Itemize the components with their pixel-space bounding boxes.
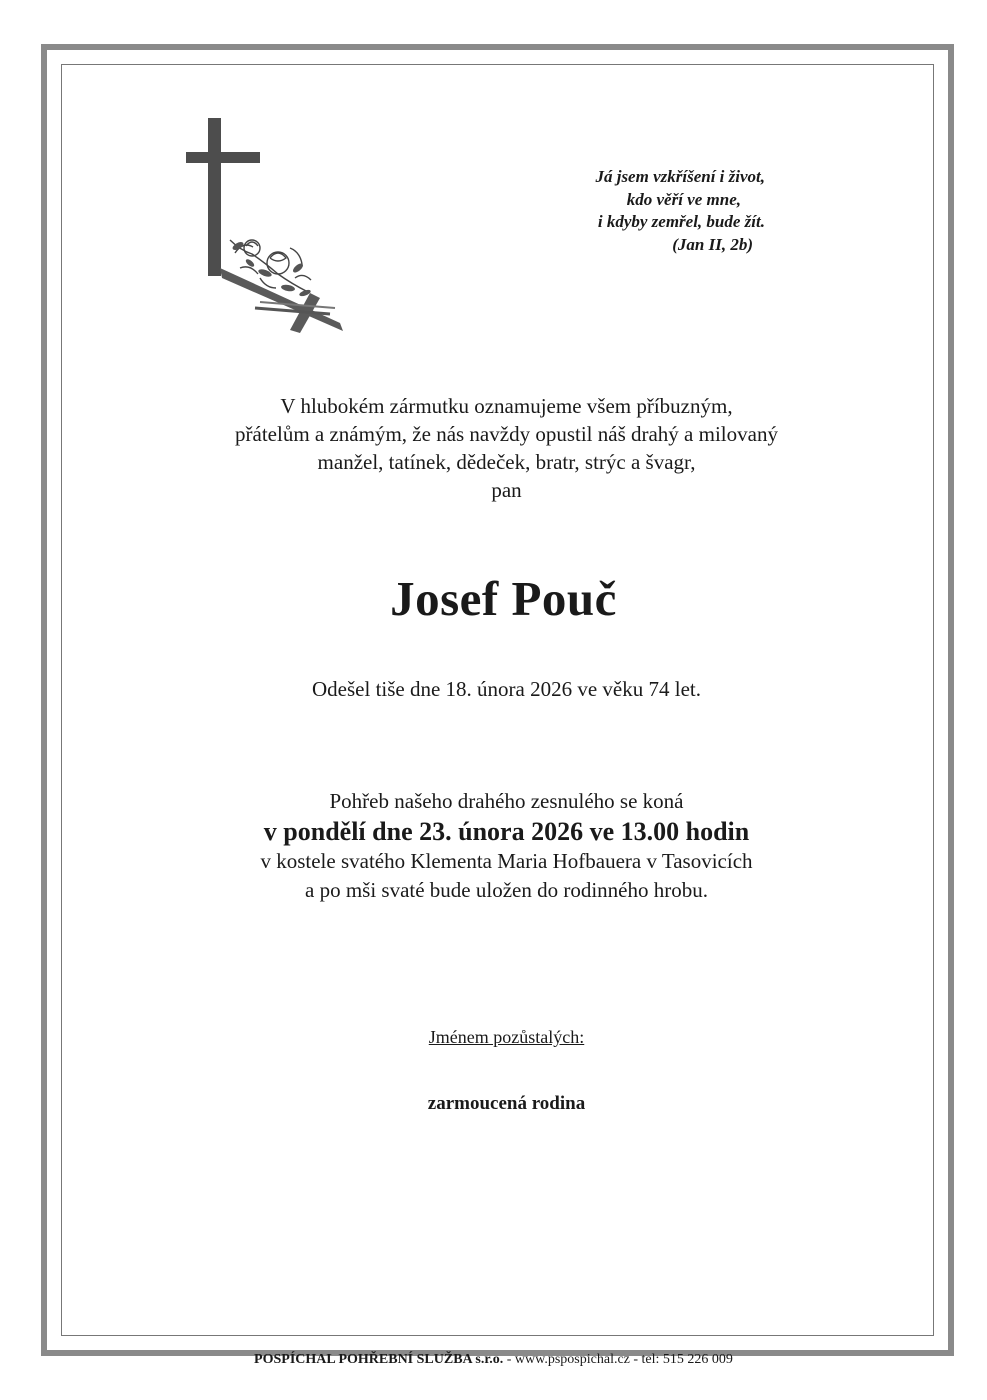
announcement-line: V hlubokém zármutku oznamujeme všem příbuzným,: [280, 394, 733, 418]
footer-contact: - www.pspospichal.cz - tel: 515 226 009: [503, 1352, 733, 1367]
announcement-line: přátelům a známým, že nás navždy opustil náš drahý a milovaný: [235, 422, 778, 446]
quote-line: Já jsem vzkříšení i život,: [595, 167, 765, 186]
funeral-intro: Pohřeb našeho drahého zesnulého se koná: [329, 789, 684, 813]
funeral-burial: a po mši svaté bude uložen do rodinného hrobu.: [305, 878, 708, 902]
quote-line: i kdyby zemřel, bude žít.: [597, 212, 765, 231]
footer-firm-name: POSPÍCHAL POHŘEBNÍ SLUŽBA: [254, 1352, 472, 1367]
quote-line: kdo věří ve mne,: [626, 189, 741, 209]
footer-firm-suffix: s.r.o.: [471, 1352, 504, 1367]
death-date-line: Odešel tiše dne 18. února 2026 ve věku 74 let.: [312, 677, 701, 701]
announcement-text: [0, 392, 987, 504]
funeral-place: v kostele svatého Klementa Maria Hofbauera v Tasovicích: [260, 849, 753, 873]
deceased-name: Josef Pouč: [390, 571, 617, 626]
quote-reference: (Jan II, 2b): [672, 234, 753, 254]
announcement-line: manžel, tatínek, dědeček, bratr, strýc a švagr,: [317, 450, 696, 474]
funeral-details: [0, 787, 987, 905]
funeral-datetime: v pondělí dne 23. února 2026 ve 13.00 hodin: [263, 817, 750, 846]
family-signature: zarmoucená rodina: [427, 1093, 586, 1114]
on-behalf-label: Jménem pozůstalých:: [428, 1027, 585, 1047]
cross-with-flowers-icon: [180, 118, 350, 338]
announcement-line: pan: [491, 478, 522, 502]
funeral-service-footer: [0, 1352, 987, 1368]
bible-quote: [520, 166, 765, 256]
